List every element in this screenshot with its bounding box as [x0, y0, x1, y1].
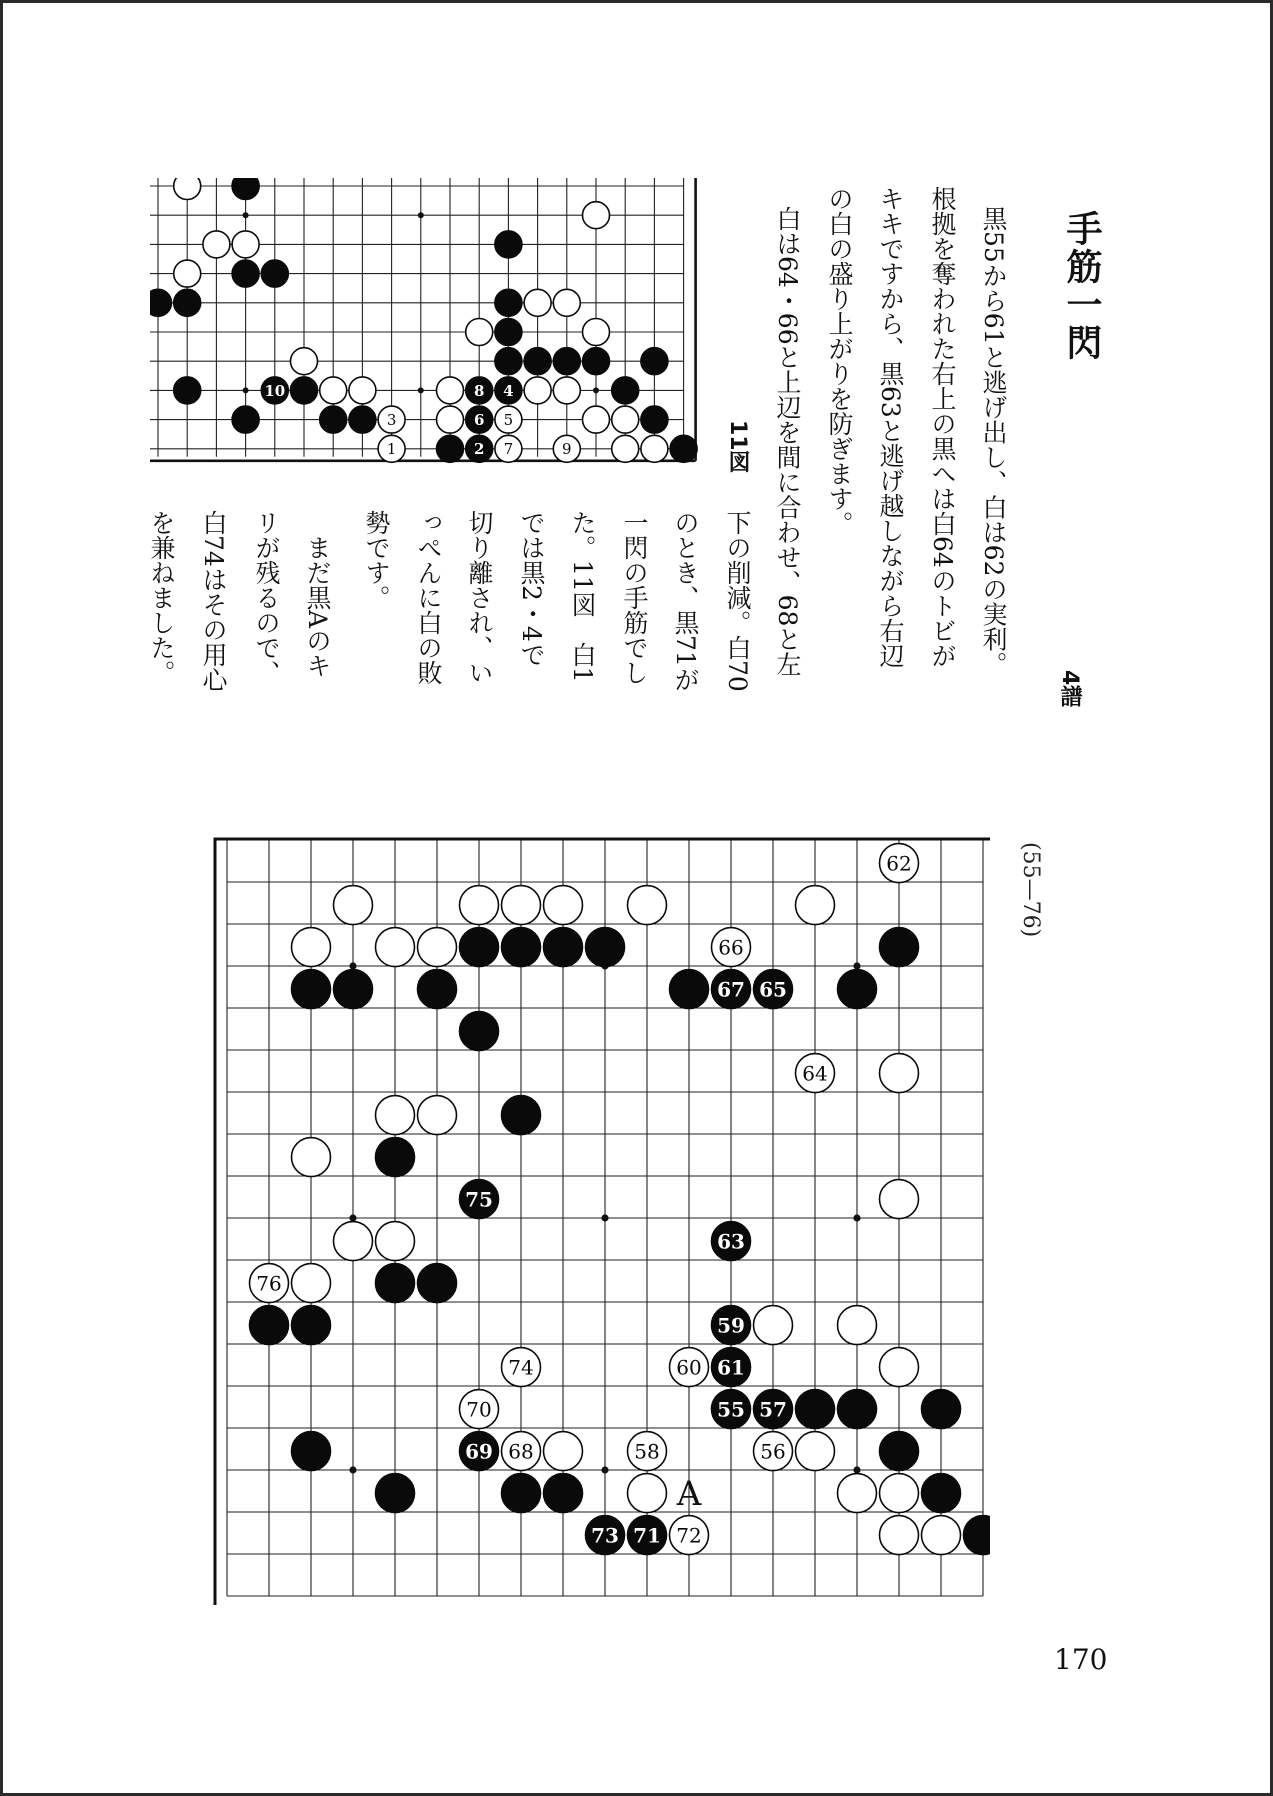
white-stone	[203, 231, 230, 258]
black-stone	[544, 1474, 583, 1513]
stone-circle	[964, 1516, 991, 1555]
black-stone	[174, 289, 201, 316]
black-stone-61	[712, 1348, 751, 1387]
black-stone	[553, 348, 580, 375]
stone-circle	[376, 1474, 415, 1513]
stone-circle	[437, 377, 464, 404]
stone-circle	[583, 202, 610, 229]
text-column: 根拠を奪われた右上の黒へは白64のトビが	[928, 186, 957, 668]
move-number: 58	[634, 1439, 660, 1464]
black-stone	[586, 928, 625, 967]
white-stone	[292, 1138, 331, 1177]
move-number: 57	[759, 1397, 787, 1422]
star-point	[418, 387, 424, 393]
black-stone	[250, 1306, 289, 1345]
stone-circle	[502, 928, 541, 967]
stone-circle	[583, 348, 610, 375]
stone-circle	[291, 348, 318, 375]
black-stone-8	[466, 377, 493, 404]
black-stone-69	[460, 1432, 499, 1471]
stone-circle	[437, 435, 464, 462]
stone-circle	[203, 231, 230, 258]
stone-circle	[292, 928, 331, 967]
stone-circle	[796, 1390, 835, 1429]
white-stone	[349, 377, 376, 404]
black-stone	[495, 348, 522, 375]
stone-circle	[754, 1306, 793, 1345]
white-stone	[292, 928, 331, 967]
white-stone	[796, 1432, 835, 1471]
black-stone	[670, 435, 697, 462]
black-stone	[922, 1474, 961, 1513]
text-column: 白74はその用心	[199, 510, 228, 692]
black-stone	[174, 377, 201, 404]
stone-circle	[292, 970, 331, 1009]
stone-circle	[376, 1264, 415, 1303]
stone-circle	[544, 928, 583, 967]
stone-circle	[466, 319, 493, 346]
move-number: 72	[676, 1523, 702, 1548]
white-stone	[418, 1096, 457, 1135]
stone-circle	[880, 1054, 919, 1093]
move-number: 2	[473, 440, 485, 459]
move-number: 55	[717, 1397, 745, 1422]
white-stone	[544, 886, 583, 925]
move-number: 5	[503, 411, 514, 429]
move-number: 56	[760, 1439, 786, 1464]
white-stone	[334, 1222, 373, 1261]
star-point	[593, 387, 599, 393]
record-label: 4譜	[1057, 670, 1082, 708]
move-number: 4	[503, 381, 514, 400]
black-stone	[964, 1516, 991, 1555]
star-point	[243, 387, 249, 393]
stone-circle	[460, 886, 499, 925]
black-stone	[437, 435, 464, 462]
star-point	[853, 1214, 860, 1221]
white-stone	[838, 1474, 877, 1513]
black-stone	[460, 1012, 499, 1051]
stone-circle	[524, 289, 551, 316]
stone-circle	[418, 1096, 457, 1135]
move-number: 68	[508, 1439, 534, 1464]
move-number: 76	[256, 1271, 282, 1296]
stone-circle	[583, 406, 610, 433]
stone-circle	[880, 928, 919, 967]
black-stone	[495, 231, 522, 258]
move-number: 10	[264, 381, 286, 400]
stone-circle	[418, 928, 457, 967]
white-stone	[583, 319, 610, 346]
stone-circle	[502, 1474, 541, 1513]
stone-circle	[460, 1012, 499, 1051]
text-column: では黒2・4で	[517, 510, 546, 667]
stone-circle	[796, 1432, 835, 1471]
star-point	[349, 1214, 356, 1221]
white-stone	[880, 1474, 919, 1513]
move-number: 71	[633, 1523, 661, 1548]
text-column: のとき、黒71が	[671, 510, 700, 692]
star-point	[853, 962, 860, 969]
white-stone	[376, 1096, 415, 1135]
text-column: の白の盛り上がりを防ぎます。	[825, 186, 854, 536]
move-number: 73	[591, 1523, 619, 1548]
white-stone	[612, 435, 639, 462]
stone-circle	[349, 377, 376, 404]
white-stone	[292, 1264, 331, 1303]
stone-circle	[838, 1306, 877, 1345]
stone-circle	[922, 1516, 961, 1555]
black-stone	[544, 928, 583, 967]
game-record-board	[210, 835, 990, 1605]
stone-circle	[320, 406, 347, 433]
black-stone	[641, 406, 668, 433]
stone-circle	[495, 348, 522, 375]
white-stone	[524, 377, 551, 404]
white-stone	[612, 406, 639, 433]
move-number: 3	[386, 411, 397, 429]
stone-circle	[922, 1390, 961, 1429]
black-stone	[292, 1306, 331, 1345]
stone-circle	[838, 1474, 877, 1513]
stone-circle	[174, 260, 201, 287]
move-number: 67	[717, 977, 745, 1002]
stone-circle	[838, 970, 877, 1009]
white-stone	[628, 1474, 667, 1513]
black-stone-71	[628, 1516, 667, 1555]
white-stone-58	[628, 1432, 667, 1471]
white-stone-66	[712, 928, 751, 967]
stone-circle	[292, 1306, 331, 1345]
move-number: 65	[759, 977, 787, 1002]
black-stone-57	[754, 1390, 793, 1429]
white-stone	[232, 231, 259, 258]
black-stone	[376, 1264, 415, 1303]
text-column: た。11図 白1	[568, 510, 597, 683]
white-stone	[880, 1348, 919, 1387]
stone-circle	[670, 970, 709, 1009]
black-stone	[838, 970, 877, 1009]
stone-circle	[502, 1096, 541, 1135]
stone-circle	[495, 289, 522, 316]
star-point	[349, 962, 356, 969]
stone-circle	[261, 260, 288, 287]
stone-circle	[612, 435, 639, 462]
white-stone	[880, 1516, 919, 1555]
white-stone	[754, 1306, 793, 1345]
move-number: 64	[802, 1061, 828, 1086]
black-stone	[670, 970, 709, 1009]
stone-circle	[232, 178, 259, 200]
white-stone	[466, 319, 493, 346]
marker-a: A	[676, 1474, 702, 1515]
stone-circle	[553, 289, 580, 316]
white-stone	[174, 178, 201, 200]
move-number: 9	[562, 440, 572, 459]
text-column: キキですから、黒63と逃げ越しながら右辺	[876, 186, 905, 668]
text-column: 勢です。	[362, 510, 391, 610]
black-stone	[291, 377, 318, 404]
stone-circle	[292, 1432, 331, 1471]
white-stone-76	[250, 1264, 289, 1303]
stone-circle	[586, 928, 625, 967]
black-stone-4	[495, 377, 522, 404]
white-stone	[291, 348, 318, 375]
stone-circle	[334, 886, 373, 925]
stone-circle	[612, 406, 639, 433]
white-stone	[583, 406, 610, 433]
move-number: 6	[473, 411, 485, 429]
stone-circle	[838, 1390, 877, 1429]
star-point	[601, 1466, 608, 1473]
stone-circle	[880, 1432, 919, 1471]
black-stone	[838, 1390, 877, 1429]
black-stone	[418, 970, 457, 1009]
stone-circle	[349, 406, 376, 433]
move-number: 70	[466, 1397, 492, 1422]
diagram-11-board	[150, 178, 710, 498]
stone-circle	[796, 886, 835, 925]
stone-circle	[418, 970, 457, 1009]
stone-circle	[334, 970, 373, 1009]
stone-circle	[641, 348, 668, 375]
move-number: 1	[386, 440, 397, 459]
white-stone	[838, 1306, 877, 1345]
white-stone	[524, 289, 551, 316]
stone-circle	[320, 377, 347, 404]
white-stone	[437, 377, 464, 404]
black-stone-73	[586, 1516, 625, 1555]
text-column: 白は64・66と上辺を間に合わせ、68と左	[773, 206, 802, 677]
black-stone	[292, 1432, 331, 1471]
white-stone-5	[495, 406, 522, 433]
stone-circle	[502, 886, 541, 925]
white-stone-7	[495, 435, 522, 462]
stone-circle	[232, 260, 259, 287]
white-stone-74	[502, 1348, 541, 1387]
black-stone	[320, 406, 347, 433]
stone-circle	[292, 1264, 331, 1303]
white-stone-9	[553, 435, 580, 462]
black-stone	[232, 260, 259, 287]
black-stone	[292, 970, 331, 1009]
white-stone	[376, 1222, 415, 1261]
text-column: 下の削減。白70	[723, 510, 752, 692]
stone-circle	[922, 1474, 961, 1513]
black-stone	[502, 1474, 541, 1513]
stone-circle	[291, 377, 318, 404]
text-column: を兼ねました。	[147, 510, 176, 685]
stone-circle	[880, 1348, 919, 1387]
stone-circle	[544, 886, 583, 925]
white-stone	[628, 886, 667, 925]
stone-circle	[418, 1264, 457, 1303]
white-stone	[553, 289, 580, 316]
stone-circle	[544, 1432, 583, 1471]
white-stone	[544, 1432, 583, 1471]
move-number: 66	[718, 935, 744, 960]
move-number: 60	[676, 1355, 702, 1380]
white-stone-60	[670, 1348, 709, 1387]
stone-circle	[670, 435, 697, 462]
stone-circle	[495, 231, 522, 258]
white-stone	[376, 928, 415, 967]
stone-circle	[292, 1138, 331, 1177]
text-column: リが残るので、	[252, 510, 281, 685]
star-point	[601, 1214, 608, 1221]
white-stone-72	[670, 1516, 709, 1555]
stone-circle	[628, 1474, 667, 1513]
move-number: 62	[886, 851, 912, 876]
black-stone-65	[754, 970, 793, 1009]
black-stone	[376, 1474, 415, 1513]
stone-circle	[174, 377, 201, 404]
stone-circle	[376, 928, 415, 967]
text-column: 一閃の手筋でし	[620, 510, 649, 685]
page-title: 手筋一閃	[1061, 210, 1102, 362]
page-number: 170	[1054, 1643, 1108, 1676]
black-stone	[495, 319, 522, 346]
stone-circle	[376, 1222, 415, 1261]
white-stone	[880, 1180, 919, 1219]
white-stone	[502, 886, 541, 925]
stone-circle	[612, 377, 639, 404]
move-number: 59	[717, 1313, 745, 1338]
black-stone	[502, 1096, 541, 1135]
white-stone-62	[880, 844, 919, 883]
white-stone	[553, 377, 580, 404]
black-stone-59	[712, 1306, 751, 1345]
black-stone	[349, 406, 376, 433]
black-stone	[502, 928, 541, 967]
black-stone-75	[460, 1180, 499, 1219]
black-stone	[232, 178, 259, 200]
black-stone-63	[712, 1222, 751, 1261]
black-stone-10	[261, 377, 288, 404]
stone-circle	[524, 377, 551, 404]
white-stone-3	[378, 406, 405, 433]
star-point	[243, 212, 249, 218]
move-number: 74	[508, 1355, 534, 1380]
white-stone	[880, 1054, 919, 1093]
black-stone	[922, 1390, 961, 1429]
black-stone-67	[712, 970, 751, 1009]
black-stone-6	[466, 406, 493, 433]
white-stone-70	[460, 1390, 499, 1429]
move-number: 63	[717, 1229, 745, 1254]
move-number: 75	[465, 1187, 493, 1212]
stone-circle	[334, 1222, 373, 1261]
stone-circle	[232, 231, 259, 258]
move-number: 7	[503, 440, 514, 459]
white-stone	[460, 886, 499, 925]
stone-circle	[628, 886, 667, 925]
white-stone	[583, 202, 610, 229]
text-column: っぺんに白の敗	[414, 510, 443, 685]
text-column: まだ黒Aのキ	[303, 510, 332, 679]
black-stone	[495, 289, 522, 316]
black-stone	[460, 928, 499, 967]
stone-circle	[553, 348, 580, 375]
black-stone-2	[466, 435, 493, 462]
white-stone	[320, 377, 347, 404]
stone-circle	[544, 1474, 583, 1513]
black-stone	[524, 348, 551, 375]
star-point	[853, 1466, 860, 1473]
white-stone	[796, 886, 835, 925]
stone-circle	[553, 377, 580, 404]
star-point	[349, 1466, 356, 1473]
black-stone	[796, 1390, 835, 1429]
black-stone	[334, 970, 373, 1009]
black-stone	[418, 1264, 457, 1303]
black-stone	[232, 406, 259, 433]
stone-circle	[376, 1138, 415, 1177]
black-stone	[150, 289, 172, 316]
stone-circle	[150, 289, 172, 316]
move-number: 69	[465, 1439, 493, 1464]
stone-circle	[250, 1306, 289, 1345]
stone-circle	[376, 1096, 415, 1135]
text-column: 切り離され、い	[465, 510, 494, 685]
white-stone-1	[378, 435, 405, 462]
white-stone	[641, 435, 668, 462]
stone-circle	[583, 319, 610, 346]
white-stone	[437, 406, 464, 433]
stone-circle	[880, 1516, 919, 1555]
stone-circle	[880, 1180, 919, 1219]
black-stone	[612, 377, 639, 404]
stone-circle	[495, 319, 522, 346]
black-stone	[376, 1138, 415, 1177]
white-stone-64	[796, 1054, 835, 1093]
stone-circle	[524, 348, 551, 375]
text-column: 黒55から61と逃げ出し、白は62の実利。	[979, 206, 1008, 677]
stone-circle	[174, 289, 201, 316]
black-stone	[261, 260, 288, 287]
black-stone	[641, 348, 668, 375]
white-stone	[174, 260, 201, 287]
move-number: 61	[717, 1355, 745, 1380]
white-stone	[922, 1516, 961, 1555]
stone-circle	[174, 178, 201, 200]
black-stone	[880, 1432, 919, 1471]
black-stone-55	[712, 1390, 751, 1429]
white-stone-68	[502, 1432, 541, 1471]
black-stone	[583, 348, 610, 375]
stone-circle	[437, 406, 464, 433]
stone-circle	[880, 1474, 919, 1513]
white-stone	[334, 886, 373, 925]
stone-circle	[460, 928, 499, 967]
move-number: 8	[473, 381, 485, 400]
white-stone	[418, 928, 457, 967]
stone-circle	[641, 406, 668, 433]
star-point	[418, 212, 424, 218]
stone-circle	[232, 406, 259, 433]
figure-label: 11図	[725, 420, 750, 473]
stone-circle	[641, 435, 668, 462]
white-stone-56	[754, 1432, 793, 1471]
black-stone	[880, 928, 919, 967]
move-range: (55—76)	[1018, 842, 1043, 938]
